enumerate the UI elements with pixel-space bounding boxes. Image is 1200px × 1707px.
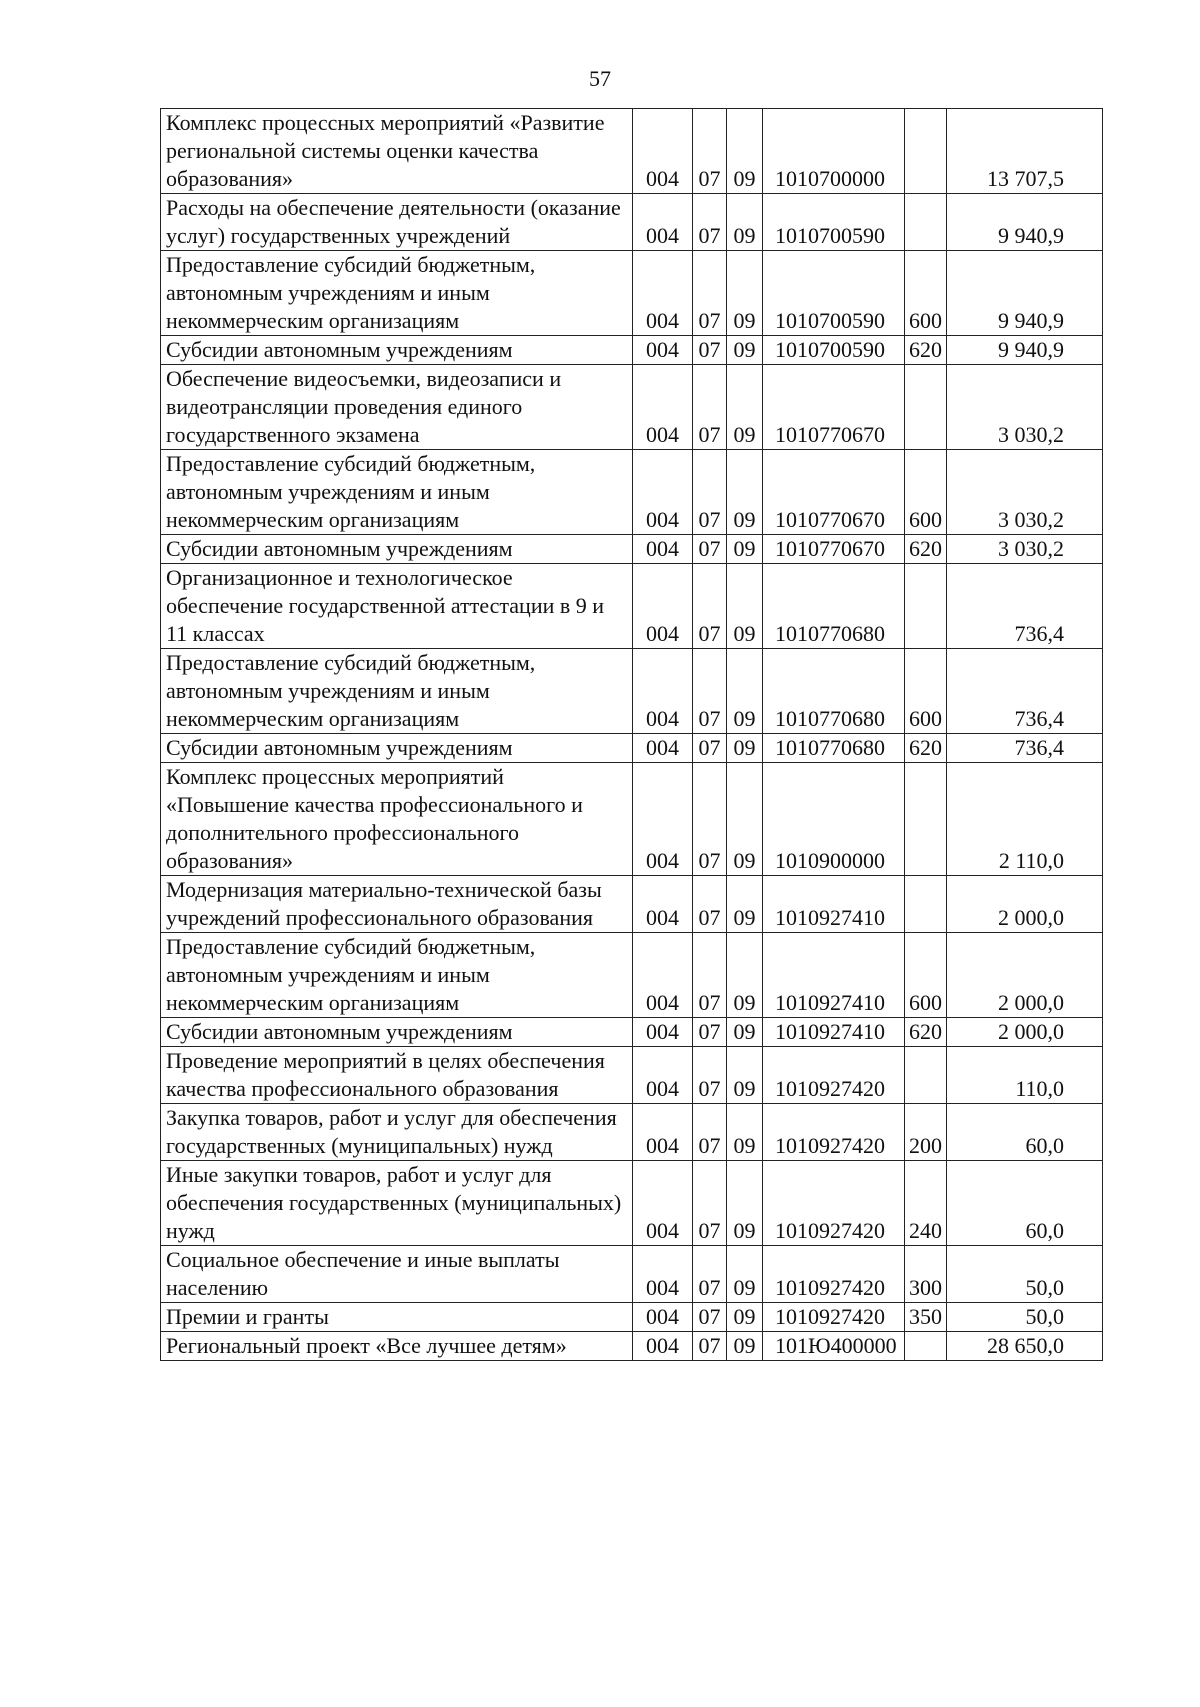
amount-cell: 2 000,0 [947,876,1103,933]
ministry-code-cell: 004 [633,564,693,649]
expense-type-cell [905,365,947,450]
target-article-cell: 1010770680 [763,734,905,763]
target-article-cell: 1010700590 [763,251,905,336]
ministry-code-cell: 004 [633,1047,693,1104]
target-article-cell: 1010900000 [763,763,905,876]
ministry-code-cell: 004 [633,1018,693,1047]
table-row [161,734,1103,763]
target-article-cell: 1010927420 [763,1047,905,1104]
row-name-cell: Субсидии автономным учреждениям [161,734,633,763]
target-article-cell: 1010927420 [763,1104,905,1161]
subsection-code-cell: 09 [727,1246,763,1303]
amount-cell: 2 110,0 [947,763,1103,876]
table-row [161,1246,1103,1303]
amount-cell: 50,0 [947,1246,1103,1303]
ministry-code-cell: 004 [633,336,693,365]
target-article-cell: 1010700590 [763,336,905,365]
target-article-cell: 1010700590 [763,194,905,251]
expense-type-cell [905,564,947,649]
row-name-cell: Комплекс процессных мероприятий «Развитие региональной системы оценки качества образования» [161,109,633,194]
subsection-code-cell: 09 [727,336,763,365]
table-row [161,336,1103,365]
page-number: 57 [589,66,611,91]
table-row [161,1332,1103,1361]
amount-cell: 3 030,2 [947,365,1103,450]
expense-type-cell [905,109,947,194]
amount-cell: 60,0 [947,1104,1103,1161]
row-name-cell: Премии и гранты [161,1303,633,1332]
row-name-cell: Предоставление субсидий бюджетным, автономным учреждениям и иным некоммерческим организациям [161,933,633,1018]
table-row [161,763,1103,876]
subsection-code-cell: 09 [727,1018,763,1047]
target-article-cell: 1010770680 [763,564,905,649]
amount-cell: 28 650,0 [947,1332,1103,1361]
subsection-code-cell: 09 [727,763,763,876]
expense-type-cell [905,1332,947,1361]
ministry-code-cell: 004 [633,1104,693,1161]
expense-type-cell: 240 [905,1161,947,1246]
expense-type-cell: 300 [905,1246,947,1303]
section-code-cell: 07 [693,1332,727,1361]
target-article-cell: 101Ю400000 [763,1332,905,1361]
ministry-code-cell: 004 [633,1303,693,1332]
expense-type-cell [905,1047,947,1104]
subsection-code-cell: 09 [727,649,763,734]
section-code-cell: 07 [693,1047,727,1104]
table-row [161,1303,1103,1332]
ministry-code-cell: 004 [633,876,693,933]
amount-cell: 2 000,0 [947,933,1103,1018]
section-code-cell: 07 [693,1104,727,1161]
expense-type-cell: 600 [905,450,947,535]
table-row [161,535,1103,564]
row-name-cell: Субсидии автономным учреждениям [161,336,633,365]
expense-type-cell [905,194,947,251]
subsection-code-cell: 09 [727,450,763,535]
ministry-code-cell: 004 [633,734,693,763]
row-name-cell: Проведение мероприятий в целях обеспечения качества профессионального образования [161,1047,633,1104]
section-code-cell: 07 [693,194,727,251]
subsection-code-cell: 09 [727,1332,763,1361]
subsection-code-cell: 09 [727,194,763,251]
expense-type-cell: 620 [905,1018,947,1047]
ministry-code-cell: 004 [633,194,693,251]
target-article-cell: 1010927420 [763,1161,905,1246]
subsection-code-cell: 09 [727,535,763,564]
amount-cell: 2 000,0 [947,1018,1103,1047]
table-row [161,876,1103,933]
expense-type-cell: 600 [905,649,947,734]
target-article-cell: 1010770670 [763,365,905,450]
expense-type-cell [905,876,947,933]
table-row [161,109,1103,194]
expense-type-cell [905,763,947,876]
section-code-cell: 07 [693,1246,727,1303]
subsection-code-cell: 09 [727,1104,763,1161]
table-row [161,649,1103,734]
expense-type-cell: 600 [905,251,947,336]
subsection-code-cell: 09 [727,933,763,1018]
section-code-cell: 07 [693,933,727,1018]
table-row [161,450,1103,535]
subsection-code-cell: 09 [727,564,763,649]
section-code-cell: 07 [693,763,727,876]
amount-cell: 3 030,2 [947,535,1103,564]
section-code-cell: 07 [693,365,727,450]
ministry-code-cell: 004 [633,109,693,194]
section-code-cell: 07 [693,535,727,564]
table-row [161,1018,1103,1047]
row-name-cell: Расходы на обеспечение деятельности (оказание услуг) государственных учреждений [161,194,633,251]
target-article-cell: 1010927410 [763,933,905,1018]
ministry-code-cell: 004 [633,535,693,564]
table-row [161,1104,1103,1161]
ministry-code-cell: 004 [633,649,693,734]
ministry-code-cell: 004 [633,763,693,876]
subsection-code-cell: 09 [727,251,763,336]
table-row [161,365,1103,450]
amount-cell: 60,0 [947,1161,1103,1246]
target-article-cell: 1010700000 [763,109,905,194]
table-row [161,933,1103,1018]
expense-type-cell: 200 [905,1104,947,1161]
table-row [161,564,1103,649]
section-code-cell: 07 [693,336,727,365]
ministry-code-cell: 004 [633,365,693,450]
ministry-code-cell: 004 [633,933,693,1018]
amount-cell: 50,0 [947,1303,1103,1332]
expense-type-cell: 350 [905,1303,947,1332]
target-article-cell: 1010927420 [763,1303,905,1332]
expense-type-cell: 620 [905,535,947,564]
target-article-cell: 1010927410 [763,1018,905,1047]
row-name-cell: Предоставление субсидий бюджетным, автономным учреждениям и иным некоммерческим организациям [161,251,633,336]
section-code-cell: 07 [693,1018,727,1047]
table-row [161,194,1103,251]
row-name-cell: Закупка товаров, работ и услуг для обеспечения государственных (муниципальных) нужд [161,1104,633,1161]
amount-cell: 736,4 [947,649,1103,734]
row-name-cell: Модернизация материально-технической базы учреждений профессионального образования [161,876,633,933]
target-article-cell: 1010927410 [763,876,905,933]
expense-type-cell: 620 [905,336,947,365]
ministry-code-cell: 004 [633,1161,693,1246]
target-article-cell: 1010927420 [763,1246,905,1303]
subsection-code-cell: 09 [727,109,763,194]
section-code-cell: 07 [693,109,727,194]
target-article-cell: 1010770670 [763,535,905,564]
row-name-cell: Субсидии автономным учреждениям [161,1018,633,1047]
row-name-cell: Региональный проект «Все лучшее детям» [161,1332,633,1361]
table-row [161,251,1103,336]
expense-type-cell: 620 [905,734,947,763]
section-code-cell: 07 [693,251,727,336]
subsection-code-cell: 09 [727,876,763,933]
table-row [161,1161,1103,1246]
section-code-cell: 07 [693,734,727,763]
ministry-code-cell: 004 [633,1332,693,1361]
budget-table-body [161,109,1103,1361]
amount-cell: 9 940,9 [947,336,1103,365]
section-code-cell: 07 [693,1161,727,1246]
subsection-code-cell: 09 [727,1047,763,1104]
ministry-code-cell: 004 [633,450,693,535]
section-code-cell: 07 [693,1303,727,1332]
amount-cell: 13 707,5 [947,109,1103,194]
amount-cell: 9 940,9 [947,251,1103,336]
budget-table [160,108,1103,1361]
target-article-cell: 1010770670 [763,450,905,535]
row-name-cell: Обеспечение видеосъемки, видеозаписи и видеотрансляции проведения единого государственного экзамена [161,365,633,450]
table-row [161,1047,1103,1104]
row-name-cell: Социальное обеспечение и иные выплаты населению [161,1246,633,1303]
amount-cell: 110,0 [947,1047,1103,1104]
row-name-cell: Иные закупки товаров, работ и услуг для обеспечения государственных (муниципальных) нужд [161,1161,633,1246]
section-code-cell: 07 [693,450,727,535]
amount-cell: 736,4 [947,564,1103,649]
subsection-code-cell: 09 [727,734,763,763]
row-name-cell: Предоставление субсидий бюджетным, автономным учреждениям и иным некоммерческим организациям [161,450,633,535]
expense-type-cell: 600 [905,933,947,1018]
target-article-cell: 1010770680 [763,649,905,734]
amount-cell: 736,4 [947,734,1103,763]
row-name-cell: Организационное и технологическое обеспечение государственной аттестации в 9 и 11 классах [161,564,633,649]
amount-cell: 9 940,9 [947,194,1103,251]
row-name-cell: Комплекс процессных мероприятий «Повышение качества профессионального и дополнительного профессионального образования» [161,763,633,876]
section-code-cell: 07 [693,649,727,734]
subsection-code-cell: 09 [727,1303,763,1332]
subsection-code-cell: 09 [727,1161,763,1246]
section-code-cell: 07 [693,876,727,933]
row-name-cell: Предоставление субсидий бюджетным, автономным учреждениям и иным некоммерческим организациям [161,649,633,734]
ministry-code-cell: 004 [633,1246,693,1303]
section-code-cell: 07 [693,564,727,649]
row-name-cell: Субсидии автономным учреждениям [161,535,633,564]
subsection-code-cell: 09 [727,365,763,450]
amount-cell: 3 030,2 [947,450,1103,535]
ministry-code-cell: 004 [633,251,693,336]
